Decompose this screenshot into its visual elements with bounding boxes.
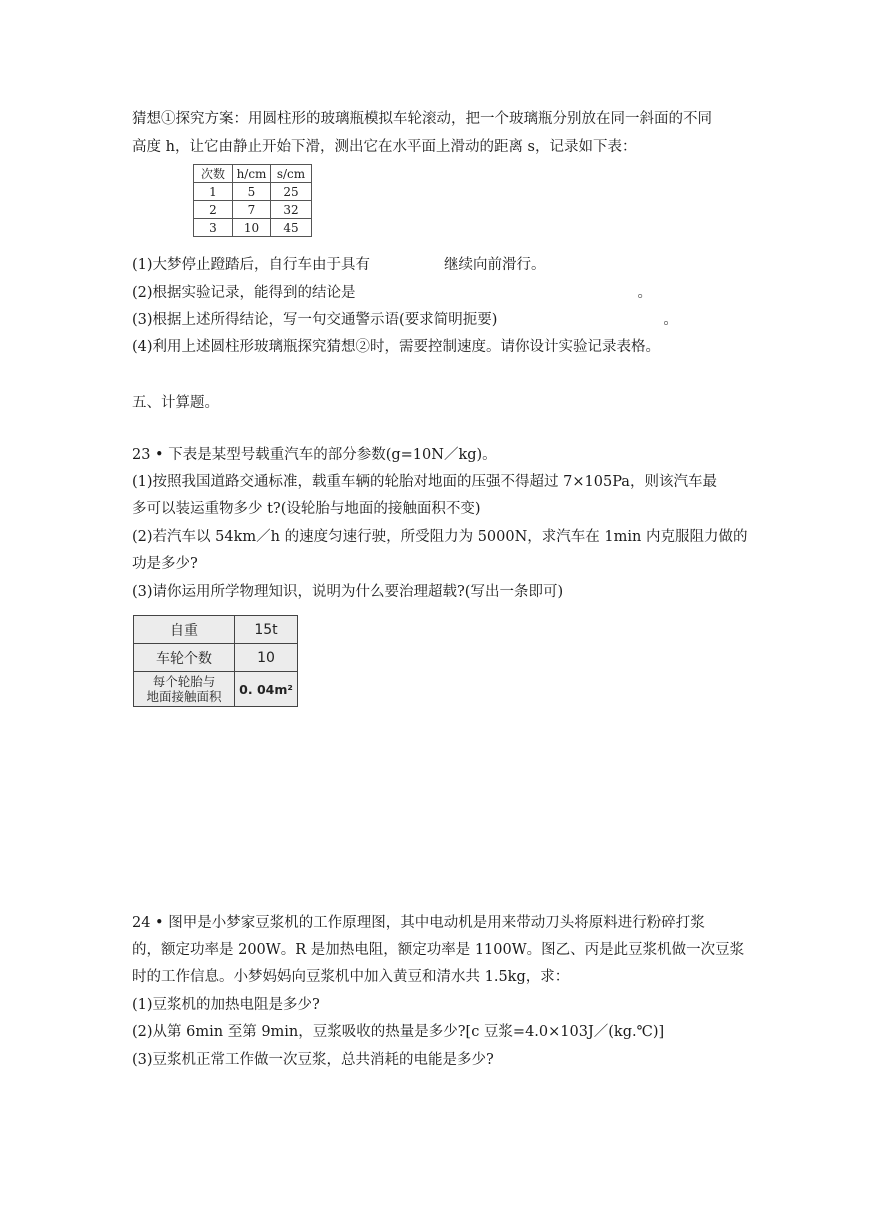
table-header-row: [194, 165, 312, 183]
question-1: [132, 256, 546, 274]
table-cell: 1: [194, 183, 233, 201]
experiment-table: [193, 164, 312, 237]
table-header-cell: h/cm: [233, 165, 271, 183]
question-2-tail: 。: [637, 285, 653, 301]
table-row: [194, 201, 312, 219]
table-cell: 7: [233, 201, 271, 219]
q24-line-3: 时的工作信息。小梦妈妈向豆浆机中加入黄豆和清水共 1.5kg，求：: [132, 969, 570, 985]
question-3: [132, 311, 678, 329]
table-cell: 3: [194, 219, 233, 237]
intro-line-2: 高度 h，让它由静止开始下滑，测出它在水平面上滑动的距离 s，记录如下表：: [132, 139, 637, 155]
param-value: 0. 04m²: [235, 672, 298, 707]
table-cell: 32: [271, 201, 312, 219]
q24-line-6: (3)豆浆机正常工作做一次豆浆，总共消耗的电能是多少?: [132, 1052, 494, 1068]
q23-line-4: (2)若汽车以 54km／h 的速度匀速行驶，所受阻力为 5000N，求汽车在 1min 内克服阻力做的: [132, 529, 748, 545]
param-label: [134, 672, 235, 707]
table-row: [134, 672, 298, 707]
truck-parameters-table: [133, 615, 298, 707]
table-cell: 45: [271, 219, 312, 237]
param-label: 车轮个数: [134, 644, 235, 672]
table-row: [194, 183, 312, 201]
q24-line-4: (1)豆浆机的加热电阻是多少?: [132, 997, 320, 1013]
q23-line-5: 功是多少?: [132, 556, 198, 572]
question-4: (4)利用上述圆柱形玻璃瓶探究猜想②时，需要控制速度。请你设计实验记录表格。: [132, 339, 661, 355]
q24-line-5: (2)从第 6min 至第 9min，豆浆吸收的热量是多少?[c 豆浆=4.0×103J／(kg.℃)]: [132, 1024, 665, 1040]
intro-line-1: 猜想①探究方案：用圆柱形的玻璃瓶模拟车轮滚动，把一个玻璃瓶分别放在同一斜面的不同: [132, 111, 712, 127]
table-row: [194, 219, 312, 237]
table-cell: 5: [233, 183, 271, 201]
question-3-text: (3)根据上述所得结论，写一句交通警示语(要求简明扼要): [132, 312, 498, 328]
q24-line-2: 的，额定功率是 200W。R 是加热电阻，额定功率是 1100W。图乙、丙是此豆浆机做一次豆浆: [132, 942, 745, 958]
param-value: 10: [235, 644, 298, 672]
table-cell: 2: [194, 201, 233, 219]
question-3-tail: 。: [663, 312, 678, 328]
section-heading: 五、计算题。: [132, 395, 219, 411]
q23-line-6: (3)请你运用所学物理知识，说明为什么要治理超载?(写出一条即可): [132, 584, 564, 600]
param-label-line: 每个轮胎与: [152, 674, 216, 689]
table-row: [134, 644, 298, 672]
question-1-tail: 继续向前滑行。: [444, 257, 546, 273]
table-header-cell: 次数: [194, 165, 233, 183]
table-row: [134, 616, 298, 644]
param-label: 自重: [134, 616, 235, 644]
question-2: [132, 284, 652, 302]
q23-line-1: 23 • 下表是某型号载重汽车的部分参数(g=10N／kg)。: [132, 447, 497, 463]
table-cell: 25: [271, 183, 312, 201]
q23-line-3: 多可以装运重物多少 t?(设轮胎与地面的接触面积不变): [132, 501, 481, 517]
question-2-text: (2)根据实验记录，能得到的结论是: [132, 285, 356, 301]
q24-line-1: 24 • 图甲是小梦家豆浆机的工作原理图，其中电动机是用来带动刀头将原料进行粉碎打浆: [132, 915, 705, 931]
param-label-line: 地面接触面积: [146, 689, 222, 704]
table-cell: 10: [233, 219, 271, 237]
table-header-cell: s/cm: [271, 165, 312, 183]
q23-line-2: (1)按照我国道路交通标准，载重车辆的轮胎对地面的压强不得超过 7×105Pa，则该汽车最: [132, 474, 717, 490]
question-1-text: (1)大梦停止蹬踏后，自行车由于具有: [132, 257, 371, 273]
param-value: 15t: [235, 616, 298, 644]
